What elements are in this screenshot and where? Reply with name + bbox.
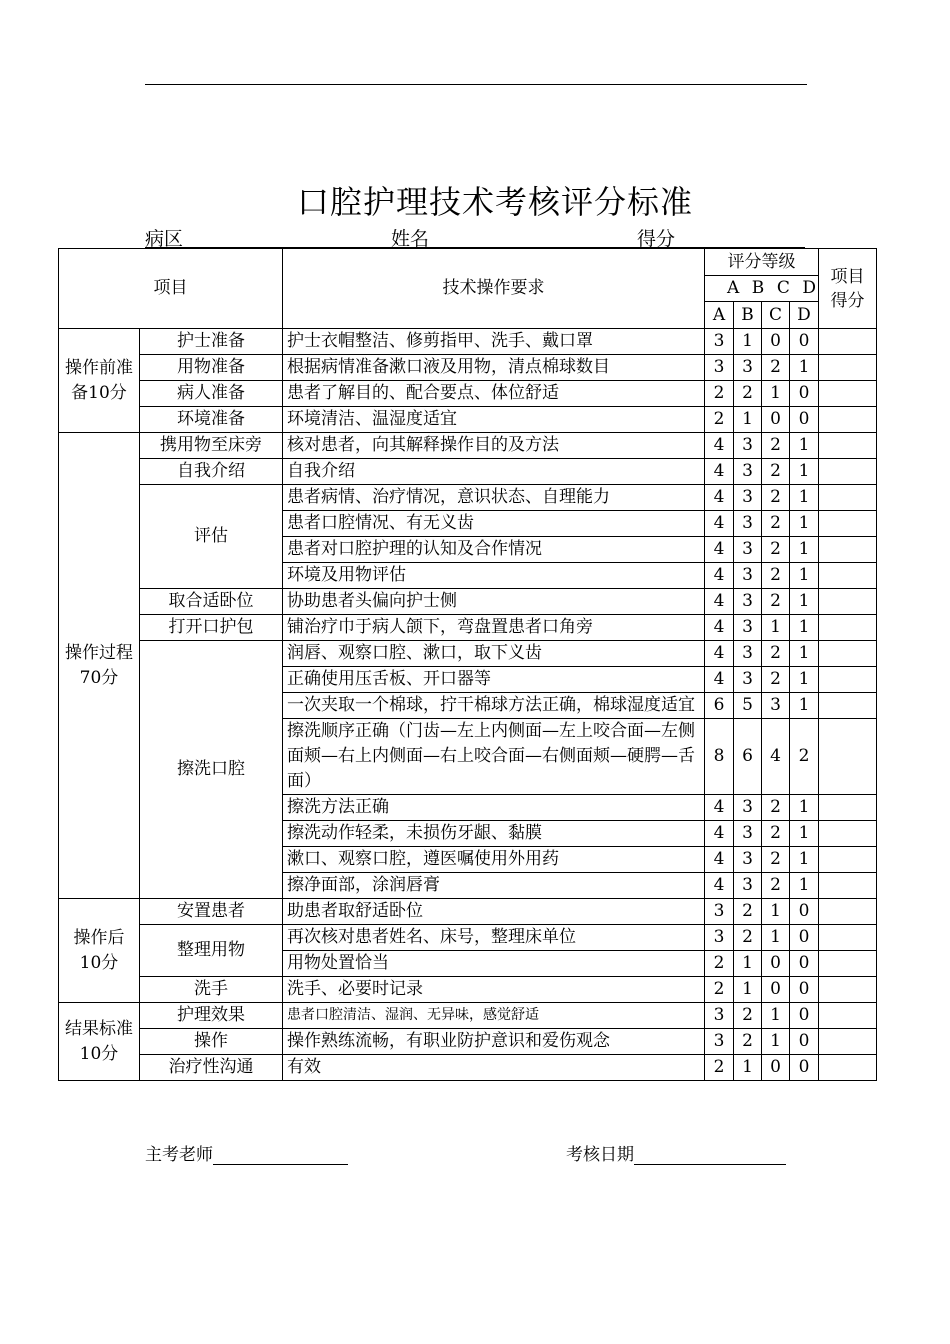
- item-score-cell: [819, 795, 877, 821]
- sub-item: 打开口护包: [140, 615, 283, 641]
- date-label: 考核日期: [566, 1145, 634, 1165]
- item-score-cell: [819, 1003, 877, 1029]
- score-d: 1: [790, 563, 819, 589]
- score-b: 2: [734, 1029, 762, 1055]
- table-row: [59, 1055, 877, 1081]
- score-b: 2: [734, 899, 762, 925]
- requirement: 洗手、必要时记录: [283, 977, 705, 1003]
- requirement: 润唇、观察口腔、漱口，取下义齿: [283, 641, 705, 667]
- score-d: 1: [790, 693, 819, 719]
- item-score-cell: [819, 641, 877, 667]
- item-score-cell: [819, 615, 877, 641]
- sub-item: 擦洗口腔: [140, 641, 283, 899]
- score-d: 0: [790, 899, 819, 925]
- score-label: 得分: [637, 228, 676, 250]
- score-c: 1: [762, 899, 790, 925]
- score-c: 2: [762, 511, 790, 537]
- date-field: [566, 1140, 786, 1165]
- score-c: 2: [762, 537, 790, 563]
- score-b: 3: [734, 615, 762, 641]
- score-c: 1: [762, 1003, 790, 1029]
- sub-item: 病人准备: [140, 381, 283, 407]
- requirement: 擦净面部，涂润唇膏: [283, 873, 705, 899]
- table-row: [59, 381, 877, 407]
- sub-item: 安置患者: [140, 899, 283, 925]
- item-score-cell: [819, 873, 877, 899]
- score-b: 3: [734, 563, 762, 589]
- requirement: 自我介绍: [283, 459, 705, 485]
- score-c: 2: [762, 355, 790, 381]
- score-c: 2: [762, 847, 790, 873]
- score-a: 4: [705, 641, 734, 667]
- table-row: [59, 1003, 877, 1029]
- score-d: 1: [790, 537, 819, 563]
- score-d: 1: [790, 589, 819, 615]
- score-c: 2: [762, 667, 790, 693]
- item-score-cell: [819, 977, 877, 1003]
- score-c: 2: [762, 563, 790, 589]
- examiner-label: 主考老师: [145, 1145, 213, 1165]
- score-b: 3: [734, 459, 762, 485]
- section-post: 操作后10分: [59, 899, 140, 1003]
- requirement: 协助患者头偏向护士侧: [283, 589, 705, 615]
- score-d: 1: [790, 821, 819, 847]
- score-d: 0: [790, 1003, 819, 1029]
- score-a: 3: [705, 355, 734, 381]
- score-d: 1: [790, 873, 819, 899]
- score-a: 4: [705, 459, 734, 485]
- table-row: [59, 589, 877, 615]
- requirement: 擦洗方法正确: [283, 795, 705, 821]
- score-d: 0: [790, 925, 819, 951]
- date-blank[interactable]: [634, 1164, 786, 1165]
- score-b: 2: [734, 925, 762, 951]
- score-c: 0: [762, 407, 790, 433]
- score-c: 0: [762, 329, 790, 355]
- section-pre: 操作前准备10分: [59, 329, 140, 433]
- score-d: 1: [790, 667, 819, 693]
- score-a: 4: [705, 485, 734, 511]
- score-b: 3: [734, 355, 762, 381]
- score-a: 2: [705, 951, 734, 977]
- scoring-table: [58, 248, 877, 1081]
- requirement: 护士衣帽整洁、修剪指甲、洗手、戴口罩: [283, 329, 705, 355]
- score-d: 2: [790, 719, 819, 795]
- score-d: 1: [790, 847, 819, 873]
- sub-item: 护士准备: [140, 329, 283, 355]
- item-score-cell: [819, 1029, 877, 1055]
- table-row: [59, 485, 877, 511]
- item-score-cell: [819, 381, 877, 407]
- score-c: 1: [762, 925, 790, 951]
- score-c: 4: [762, 719, 790, 795]
- table-row: [59, 925, 877, 951]
- ward-label: 病区: [145, 228, 184, 250]
- col-b: B: [734, 302, 762, 329]
- requirement: 再次核对患者姓名、床号，整理床单位: [283, 925, 705, 951]
- requirement: 环境及用物评估: [283, 563, 705, 589]
- score-a: 4: [705, 589, 734, 615]
- table-row: [59, 977, 877, 1003]
- item-score-cell: [819, 847, 877, 873]
- score-b: 3: [734, 821, 762, 847]
- score-a: 3: [705, 1003, 734, 1029]
- requirement: 患者口腔情况、有无义齿: [283, 511, 705, 537]
- item-score-cell: [819, 433, 877, 459]
- score-a: 4: [705, 615, 734, 641]
- score-a: 8: [705, 719, 734, 795]
- score-d: 1: [790, 485, 819, 511]
- item-score-cell: [819, 329, 877, 355]
- header-item: 项目: [59, 249, 283, 329]
- requirement: 漱口、观察口腔，遵医嘱使用外用药: [283, 847, 705, 873]
- score-a: 2: [705, 977, 734, 1003]
- score-c: 0: [762, 951, 790, 977]
- table-row: [59, 407, 877, 433]
- score-a: 3: [705, 1029, 734, 1055]
- score-a: 4: [705, 873, 734, 899]
- score-b: 3: [734, 641, 762, 667]
- score-c: 2: [762, 433, 790, 459]
- score-d: 0: [790, 407, 819, 433]
- score-c: 0: [762, 1055, 790, 1081]
- meta-line: [145, 224, 805, 248]
- item-score-cell: [819, 563, 877, 589]
- item-score-cell: [819, 485, 877, 511]
- col-d: D: [790, 302, 819, 329]
- table-row: [59, 329, 877, 355]
- score-a: 2: [705, 381, 734, 407]
- table-row: [59, 433, 877, 459]
- score-b: 3: [734, 873, 762, 899]
- item-score-cell: [819, 821, 877, 847]
- score-b: 1: [734, 951, 762, 977]
- score-d: 1: [790, 433, 819, 459]
- grade-letter: A: [727, 278, 740, 298]
- section-process: 操作过程70分: [59, 433, 140, 899]
- col-a: A: [705, 302, 734, 329]
- item-score-cell: [819, 355, 877, 381]
- score-c: 1: [762, 1029, 790, 1055]
- header-row: [59, 249, 877, 276]
- score-c: 2: [762, 589, 790, 615]
- item-score-cell: [819, 537, 877, 563]
- requirement: 一次夹取一个棉球，拧干棉球方法正确，棉球湿度适宜: [283, 693, 705, 719]
- grade-letter: C: [776, 278, 790, 298]
- item-score-cell: [819, 925, 877, 951]
- item-score-cell: [819, 407, 877, 433]
- sub-item: 治疗性沟通: [140, 1055, 283, 1081]
- item-score-cell: [819, 667, 877, 693]
- requirement: 患者了解目的、配合要点、体位舒适: [283, 381, 705, 407]
- score-c: 1: [762, 615, 790, 641]
- item-score-cell: [819, 693, 877, 719]
- col-c: C: [762, 302, 790, 329]
- requirement: 患者口腔清洁、湿润、无异味，感觉舒适: [283, 1003, 705, 1029]
- score-b: 1: [734, 1055, 762, 1081]
- sub-item: 取合适卧位: [140, 589, 283, 615]
- score-a: 3: [705, 925, 734, 951]
- requirement: 助患者取舒适卧位: [283, 899, 705, 925]
- table-row: [59, 899, 877, 925]
- score-a: 2: [705, 407, 734, 433]
- score-b: 3: [734, 589, 762, 615]
- score-d: 1: [790, 355, 819, 381]
- table-row: [59, 641, 877, 667]
- score-b: 3: [734, 433, 762, 459]
- section-result: 结果标准10分: [59, 1003, 140, 1081]
- requirement: 根据病情准备漱口液及用物，清点棉球数目: [283, 355, 705, 381]
- item-score-cell: [819, 951, 877, 977]
- sub-item: 自我介绍: [140, 459, 283, 485]
- item-score-cell: [819, 589, 877, 615]
- score-b: 3: [734, 795, 762, 821]
- score-d: 0: [790, 329, 819, 355]
- score-b: 3: [734, 667, 762, 693]
- score-d: 1: [790, 615, 819, 641]
- score-a: 3: [705, 329, 734, 355]
- grade-letter: B: [751, 278, 765, 298]
- grade-letter: D: [802, 278, 816, 298]
- score-d: 0: [790, 977, 819, 1003]
- score-a: 4: [705, 511, 734, 537]
- requirement: 环境清洁、温湿度适宜: [283, 407, 705, 433]
- score-a: 4: [705, 821, 734, 847]
- requirement: 正确使用压舌板、开口器等: [283, 667, 705, 693]
- header-item-score: 项目得分: [819, 249, 877, 329]
- score-d: 0: [790, 1055, 819, 1081]
- score-d: 1: [790, 511, 819, 537]
- score-c: 0: [762, 977, 790, 1003]
- requirement: 有效: [283, 1055, 705, 1081]
- grade-letters: [705, 276, 819, 302]
- sub-item: 整理用物: [140, 925, 283, 977]
- requirement: 患者病情、治疗情况，意识状态、自理能力: [283, 485, 705, 511]
- requirement: 核对患者，向其解释操作目的及方法: [283, 433, 705, 459]
- score-a: 4: [705, 433, 734, 459]
- name-label: 姓名: [391, 228, 430, 250]
- score-b: 1: [734, 329, 762, 355]
- table-row: [59, 355, 877, 381]
- requirement: 铺治疗巾于病人颌下，弯盘置患者口角旁: [283, 615, 705, 641]
- requirement: 擦洗顺序正确（门齿—左上内侧面—左上咬合面—左侧面颊—右上内侧面—右上咬合面—右侧面颊—硬腭—舌面）: [283, 719, 705, 795]
- score-c: 2: [762, 485, 790, 511]
- sub-item: 洗手: [140, 977, 283, 1003]
- score-a: 3: [705, 899, 734, 925]
- score-d: 0: [790, 1029, 819, 1055]
- score-b: 1: [734, 977, 762, 1003]
- table-row: [59, 459, 877, 485]
- item-score-cell: [819, 1055, 877, 1081]
- sub-item: 操作: [140, 1029, 283, 1055]
- score-b: 6: [734, 719, 762, 795]
- score-a: 6: [705, 693, 734, 719]
- score-d: 1: [790, 459, 819, 485]
- score-b: 3: [734, 847, 762, 873]
- score-b: 5: [734, 693, 762, 719]
- score-d: 1: [790, 795, 819, 821]
- requirement: 擦洗动作轻柔，未损伤牙龈、黏膜: [283, 821, 705, 847]
- score-a: 4: [705, 847, 734, 873]
- score-c: 2: [762, 873, 790, 899]
- score-d: 0: [790, 951, 819, 977]
- header-requirement: 技术操作要求: [283, 249, 705, 329]
- score-c: 2: [762, 821, 790, 847]
- header-grade-level: 评分等级: [705, 249, 819, 276]
- sub-item: 环境准备: [140, 407, 283, 433]
- score-c: 1: [762, 381, 790, 407]
- score-b: 3: [734, 485, 762, 511]
- item-score-cell: [819, 899, 877, 925]
- sub-item: 护理效果: [140, 1003, 283, 1029]
- score-b: 2: [734, 381, 762, 407]
- table-row: [59, 1029, 877, 1055]
- score-a: 4: [705, 563, 734, 589]
- item-score-cell: [819, 511, 877, 537]
- score-a: 2: [705, 1055, 734, 1081]
- examiner-blank[interactable]: [213, 1164, 348, 1165]
- sub-item: 用物准备: [140, 355, 283, 381]
- item-score-cell: [819, 719, 877, 795]
- score-b: 3: [734, 511, 762, 537]
- score-a: 4: [705, 537, 734, 563]
- item-score-cell: [819, 459, 877, 485]
- score-c: 2: [762, 641, 790, 667]
- requirement: 用物处置恰当: [283, 951, 705, 977]
- score-b: 3: [734, 537, 762, 563]
- score-b: 1: [734, 407, 762, 433]
- sub-item: 评估: [140, 485, 283, 589]
- page-title: 口腔护理技术考核评分标准: [296, 183, 693, 221]
- score-c: 3: [762, 693, 790, 719]
- score-c: 2: [762, 459, 790, 485]
- score-a: 4: [705, 667, 734, 693]
- score-b: 2: [734, 1003, 762, 1029]
- score-c: 2: [762, 795, 790, 821]
- examiner-field: [145, 1140, 348, 1165]
- requirement: 操作熟练流畅，有职业防护意识和爱伤观念: [283, 1029, 705, 1055]
- score-a: 4: [705, 795, 734, 821]
- sub-item: 携用物至床旁: [140, 433, 283, 459]
- score-d: 1: [790, 641, 819, 667]
- requirement: 患者对口腔护理的认知及合作情况: [283, 537, 705, 563]
- table-row: [59, 615, 877, 641]
- score-d: 0: [790, 381, 819, 407]
- header-rule: [145, 84, 807, 85]
